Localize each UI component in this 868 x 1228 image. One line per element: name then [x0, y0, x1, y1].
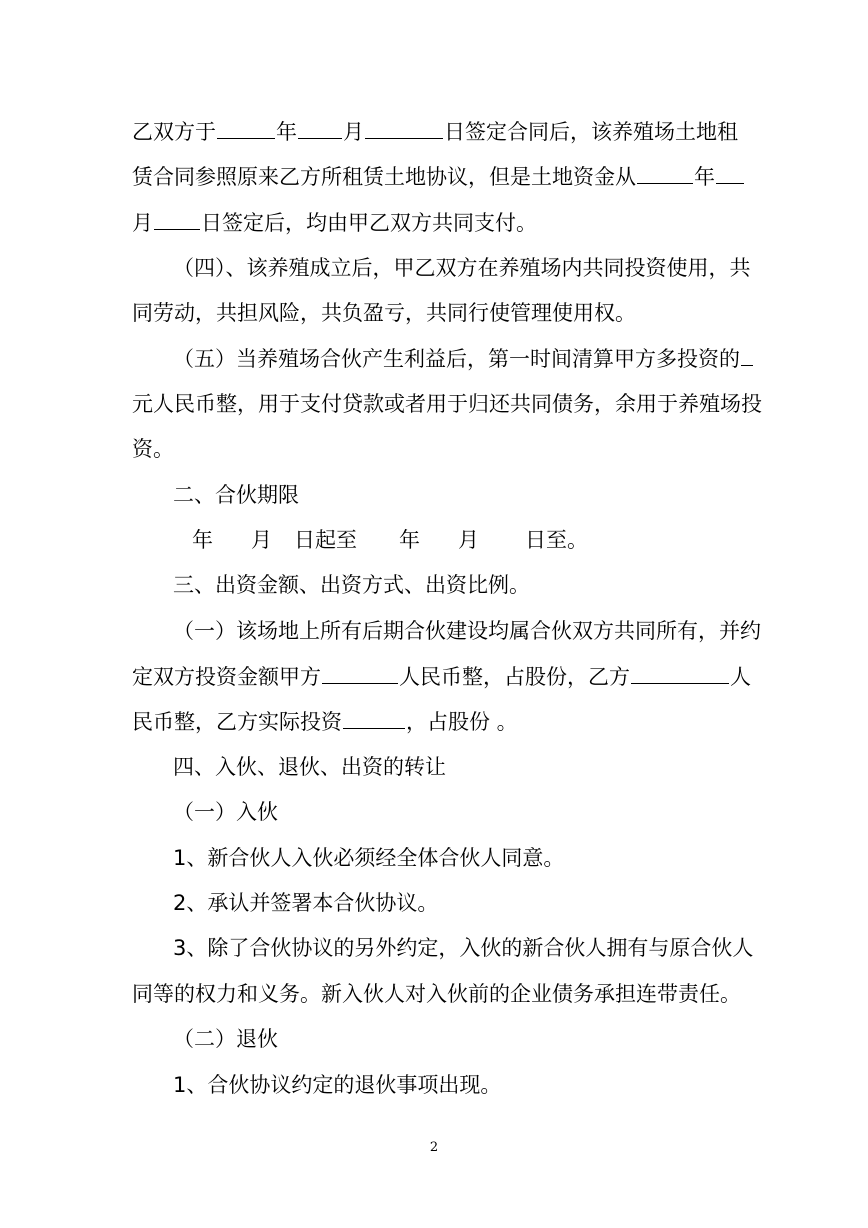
text-line: 同等的权力和义务。新入伙人对入伙前的企业债务承担连带责任。 [132, 982, 741, 1006]
blank-underline [322, 661, 398, 684]
text-segment: 日签定合同后，该养殖场土地租 [444, 120, 738, 144]
blank-underline [343, 706, 405, 729]
blank-underline [741, 343, 753, 366]
text-line: （一）该场地上所有后期合伙建设均属合伙双方共同所有，并约 [173, 619, 761, 643]
text-line [132, 207, 537, 237]
text-segment: 年 [399, 528, 420, 552]
section-heading: 四、入伙、退伙、出资的转让 [173, 755, 446, 779]
text-segment: 日签定后，均由甲乙双方共同支付。 [201, 211, 537, 235]
text-line: 同劳动，共担风险，共负盈亏，共同行使管理使用权。 [132, 301, 636, 325]
text-segment: 人民币整，占股份，乙方 [399, 665, 630, 689]
blank-underline [631, 661, 729, 684]
blank-underline [154, 207, 200, 230]
text-line: （四）、该养殖成立后，甲乙双方在养殖场内共同投资使用，共 [173, 256, 751, 280]
page-number: 2 [429, 1140, 439, 1155]
section-heading: 二、合伙期限 [173, 483, 299, 507]
text-segment: 日至。 [525, 528, 588, 552]
list-item: 1、合伙协议约定的退伙事项出现。 [173, 1073, 502, 1097]
list-item: 1、新合伙人入伙必须经全体合伙人同意。 [173, 846, 565, 870]
text-segment: ，占股份 。 [406, 710, 518, 734]
text-segment: 人 [730, 665, 751, 689]
term-line [192, 525, 588, 555]
text-segment: 月 [458, 528, 479, 552]
text-line: 元人民币整，用于支付贷款或者用于归还共同债务，余用于养殖场投 [132, 392, 762, 416]
subsection-heading: （二）退伙 [173, 1027, 278, 1051]
list-item: 2、承认并签署本合伙协议。 [173, 891, 439, 915]
text-segment: 年 [694, 165, 715, 189]
blank-underline [217, 116, 275, 139]
text-segment: 日起至 [294, 528, 357, 552]
text-line: 资。 [132, 437, 174, 461]
text-segment: 民币整，乙方实际投资 [132, 710, 342, 734]
text-line [132, 706, 518, 736]
blank-underline [637, 161, 693, 184]
blank-underline [716, 161, 744, 184]
text-segment: 年 [192, 528, 213, 552]
blank-underline [298, 116, 342, 139]
list-item: 3、除了合伙协议的另外约定，入伙的新合伙人拥有与原合伙人 [173, 936, 754, 960]
text-line [132, 661, 751, 691]
text-segment: 年 [276, 120, 297, 144]
text-line [132, 161, 745, 191]
blank-underline [365, 116, 443, 139]
text-segment: 定双方投资金额甲方 [132, 665, 321, 689]
text-segment: 赁合同参照原来乙方所租赁土地协议，但是土地资金从 [132, 165, 636, 189]
subsection-heading: （一）入伙 [173, 800, 278, 824]
section-heading: 三、出资金额、出资方式、出资比例。 [173, 573, 530, 597]
text-segment: 月 [251, 528, 272, 552]
text-segment: 乙双方于 [132, 120, 216, 144]
text-line [132, 116, 738, 146]
text-segment: （五）当养殖场合伙产生利益后，第一时间清算甲方多投资的 [173, 347, 740, 371]
text-segment: 月 [343, 120, 364, 144]
text-segment: 月 [132, 211, 153, 235]
text-line [173, 343, 754, 373]
